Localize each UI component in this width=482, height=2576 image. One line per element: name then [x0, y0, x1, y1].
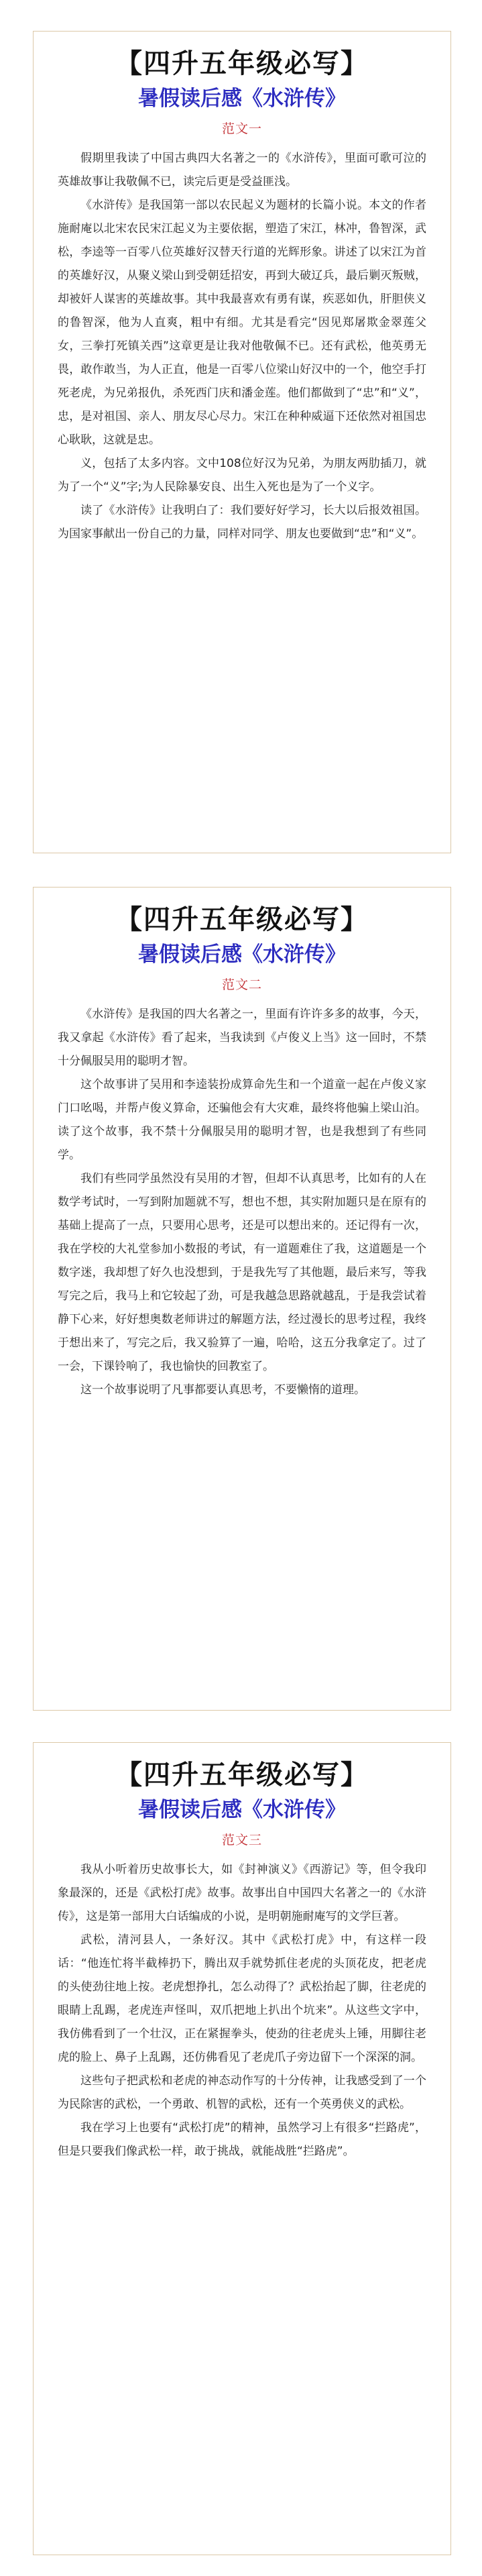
paragraph: 这一个故事说明了凡事都要认真思考，不要懒惰的道理。: [80, 1383, 365, 1397]
paragraph: 这些句子把武松和老虎的神态动作写的十分传神，让我感受到了一个为民除害的武松，一个勇敢、机智的武松，还有一个英勇侠义的武松。: [58, 2074, 426, 2111]
essay-card-1: [33, 31, 451, 853]
sub-title: 暑假读后感《水浒传》: [138, 1798, 346, 1822]
paragraph: 《水浒传》是我国的四大名著之一，里面有许许多多的故事，今天，我又拿起《水浒传》看了起来，当我读到《卢俊义上当》这一回时，不禁十分佩服吴用的聪明才智。: [58, 1008, 426, 1068]
main-title: 【四升五年级必写】: [115, 48, 369, 79]
paragraph: 假期里我读了中国古典四大名著之一的《水浒传》，里面可歌可泣的英雄故事让我敬佩不已，读完后更是受益匪浅。: [58, 152, 426, 189]
essay-label: 范文一: [221, 121, 262, 136]
paragraph: 这个故事讲了吴用和李逵装扮成算命先生和一个道童一起在卢俊义家门口吆喝，并帮卢俊义算命，还骗他会有大灾难，最终将他骗上梁山泊。读了这个故事，我不禁十分佩服吴用的聪明才智，也是我想到了有些同学。: [58, 1078, 426, 1162]
essay-label: 范文三: [221, 1833, 262, 1847]
main-title: 【四升五年级必写】: [115, 1759, 369, 1790]
essay-label: 范文二: [221, 977, 262, 992]
essay-card-3: [33, 1742, 451, 2555]
paragraph: 我们有些同学虽然没有吴用的才智，但却不认真思考，比如有的人在数学考试时，一写到附加题就不写，想也不想，其实附加题只是在原有的基础上提高了一点，只要用心思考，还是可以想出来的。还记得有一次，我在学校的大礼堂参加小数报的考试，有一道题难住了我，这道题是一个数字迷，我却想了好久也没想到，于是我先写了其他题，最后来写，等我写完之后，我马上和它较起了劲，可是我越急思路就越乱，于是我尝试着静下心来，好好想奥数老师讲过的解题方法，经过漫长的思考过程，我终于想出来了，写完之后，我又验算了一遍，哈哈，这五分我拿定了。过了一会，下课铃响了，我也愉快的回教室了。: [58, 1172, 426, 1373]
sub-title: 暑假读后感《水浒传》: [138, 943, 346, 967]
paragraph: 武松，清河县人，一条好汉。其中《武松打虎》中，有这样一段话：“他连忙将半截棒扔下，腾出双手就势抓住老虎的头顶花皮，把老虎的头使劲往地上按。老虎想挣扎，怎么动得了？武松抬起了脚，往老虎的眼睛上乱踢，老虎连声怪叫，双爪把地上扒出个坑来”。从这些文字中，我仿佛看到了一个壮汉，正在紧握拳头，使劲的往老虎头上锤，用脚往老虎的脸上、鼻子上乱踢，还仿佛看见了老虎爪子旁边留下一个深深的洞。: [58, 1933, 426, 2064]
paragraph: 我在学习上也要有“武松打虎”的精神，虽然学习上有很多“拦路虎”，但是只要我们像武松一样，敢于挑战，就能战胜“拦路虎”。: [58, 2121, 426, 2158]
paragraph: 读了《水浒传》让我明白了：我们要好好学习，长大以后报效祖国。为国家事献出一份自己的力量，同样对同学、朋友也要做到“忠”和“义”。: [58, 504, 426, 541]
essay-card-2: [33, 887, 451, 1711]
paragraph: 义，包括了太多内容。文中108位好汉为兄弟，为朋友两肋插刀，就为了一个“义”字;为人民除暴安良、出生入死也是为了一个义字。: [58, 457, 426, 494]
paragraph: 我从小听着历史故事长大，如《封神演义》《西游记》等，但令我印象最深的，还是《武松打虎》故事。故事出自中国四大名著之一的《水浒传》，这是第一部用大白话编成的小说，是明朝施耐庵写的文学巨著。: [58, 1863, 426, 1923]
paragraph: 《水浒传》是我国第一部以农民起义为题材的长篇小说。本文的作者施耐庵以北宋农民宋江起义为主要依据，塑造了宋江，林冲，鲁智深，武松，李逵等一百零八位英雄好汉替天行道的光辉形象。讲述了以宋江为首的英雄好汉，从聚义梁山到受朝廷招安，再到大破辽兵，最后剿灭叛贼，却被奸人谋害的英雄故事。其中我最喜欢有勇有谋，疾恶如仇，肝胆侠义的鲁智深，他为人直爽，粗中有细。尤其是看完“因见郑屠欺金翠莲父女，三拳打死镇关西”这章更是让我对他敬佩不已。还有武松，他英勇无畏，敢作敢当，为人正直，他是一百零八位梁山好汉中的一个，他空手打死老虎，为兄弟报仇，杀死西门庆和潘金莲。他们都做到了“忠”和“义”，忠，是对祖国、亲人、朋友尽心尽力。宋江在种种威逼下还依然对祖国忠心耿耿，这就是忠。: [58, 199, 426, 447]
sub-title: 暑假读后感《水浒传》: [138, 87, 346, 111]
main-title: 【四升五年级必写】: [115, 904, 369, 935]
